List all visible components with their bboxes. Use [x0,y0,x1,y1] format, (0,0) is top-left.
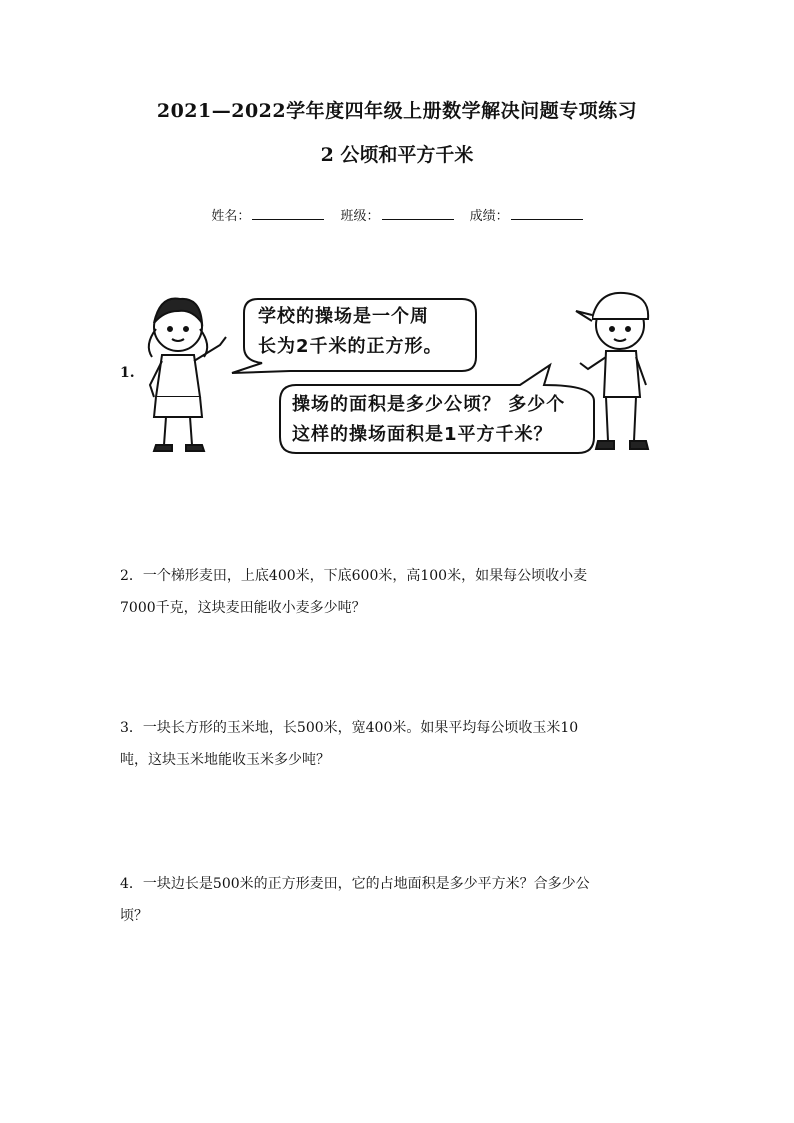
name-field[interactable] [211,205,324,224]
student-info-row [0,205,794,224]
girl-illustration-icon [149,299,226,452]
bubble-2-line-2: 这样的操场面积是1平方千米？ [292,424,553,445]
question-4 [120,868,680,932]
question-2 [120,560,680,624]
class-label: 班级： [340,209,380,224]
bubble-1-line-2: 长为2千米的正方形。 [258,336,443,357]
class-blank[interactable] [382,207,454,220]
score-label: 成绩： [469,209,509,224]
worksheet-subtitle: 2 公顷和平方千米 [320,144,474,166]
name-blank[interactable] [252,207,324,220]
question-1-number: 1. [120,365,135,381]
bubble-2-line-1: 操场的面积是多少公顷？ 多少个 [292,394,566,415]
score-blank[interactable] [511,207,583,220]
question-4-line-1: 4．一块边长是500米的正方形麦田，它的占地面积是多少平方米？合多少公 [120,876,590,892]
score-field[interactable] [470,205,583,224]
question-2-line-2: 7000千克，这块麦田能收小麦多少吨？ [120,600,366,616]
worksheet-title: 2021—2022学年度四年级上册数学解决问题专项练习 [156,100,638,122]
speech-bubble-1-text [258,302,458,362]
bubble-1-line-1: 学校的操场是一个周 [258,306,429,327]
question-3-line-2: 吨，这块玉米地能收玉米多少吨？ [120,752,330,768]
question-2-line-1: 2．一个梯形麦田，上底400米，下底600米，高100米，如果每公顷收小麦 [120,568,588,584]
question-3 [120,712,680,776]
question-4-line-2: 顷？ [120,908,148,924]
question-3-line-1: 3．一块长方形的玉米地，长500米，宽400米。如果平均每公顷收玉米10 [120,720,579,736]
class-field[interactable] [340,205,453,224]
name-label: 姓名： [211,209,251,224]
speech-bubble-2-text [292,390,592,450]
